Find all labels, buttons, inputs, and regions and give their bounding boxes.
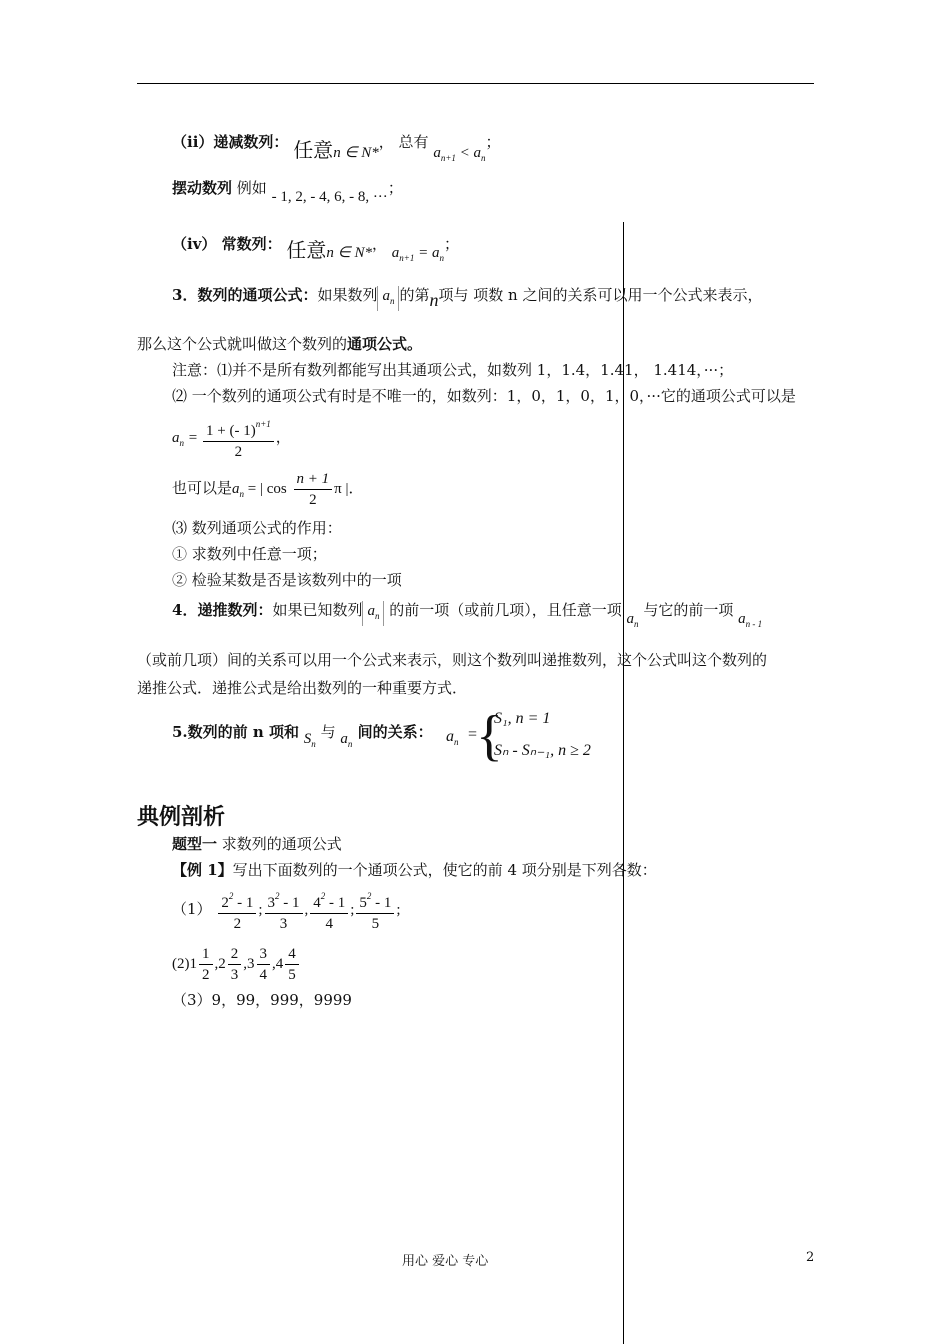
text: 项与 项数 n 之间的关系可以用一个公式来表示， — [438, 286, 763, 304]
math-n-in-N: n ∈ N* — [326, 245, 372, 261]
case-1: S₁, n = 1 — [494, 710, 551, 727]
term-general-formula: 通项公式。 — [347, 335, 423, 353]
whole-part: 3 — [247, 956, 255, 972]
label-constant: （iv） 常数列： — [172, 235, 282, 253]
line-recursive-3: 递推公式．递推公式是给出数列的一种重要方式． — [137, 679, 468, 697]
math-an: $a_n$ — [446, 728, 459, 747]
problem-2: (2)1 $\frac{1}{2}$ ,2 $\frac{2}{3}$ ,3 $\frac{3}{4}$ ,4 $\frac{4}{5}$ — [172, 940, 301, 987]
cos: = | cos — [244, 481, 287, 497]
note-3: ⑶ 数列通项公式的作用： — [172, 519, 342, 537]
line-recursive — [172, 600, 763, 629]
semicolon: ； — [387, 179, 403, 197]
type-label: 题型一 — [172, 835, 218, 853]
text-always: ， 总有 — [378, 133, 429, 151]
math-an: $a_n$ — [626, 611, 639, 629]
header-rule — [137, 83, 814, 84]
math-an: $a_n$ — [232, 481, 245, 499]
any-text: 任意 — [293, 138, 334, 162]
math-n-in-N: n ∈ N* — [333, 145, 379, 161]
fraction: $\frac{1 + (- 1)^{n+1}}{2}$ — [203, 414, 274, 462]
line-general-formula — [172, 284, 762, 311]
problem-1: （1） $\frac{2^2 - 1}{2}$ ; $\frac{3^2 - 1}{3}$ , $\frac{4^2 - 1}{4}$ ; $\frac{5^2 - 1}{5}$ ; — [172, 886, 401, 934]
example-tag: 【例 1】 — [172, 861, 233, 879]
section-heading: 典例剖析 — [137, 805, 226, 830]
whole-part: 4 — [275, 956, 284, 972]
text: 与 — [315, 723, 341, 741]
brace-icon: { — [476, 705, 503, 767]
text: 如果已知数列 — [272, 601, 363, 619]
semicolon: ； — [444, 235, 460, 253]
label-swing: 摆动数列 — [172, 179, 233, 197]
line-sum-relation — [172, 722, 433, 748]
footer-center: 用心 爱心 专心 — [402, 1254, 489, 1269]
note-2: ⑵ 一个数列的通项公式有时是不唯一的，如数列：1，0，1，0，1，0，···它的通项公式可以是 — [172, 387, 796, 405]
type-text: 求数列的通项公式 — [217, 835, 342, 853]
section-number: 3 — [172, 286, 183, 304]
line-general-formula-2 — [137, 334, 422, 354]
section-title: ．数列的通项公式： — [182, 286, 318, 304]
text-example: 例如 — [232, 179, 267, 197]
fraction: $\frac{4}{5}$ — [285, 944, 299, 985]
section-title: ．递推数列： — [182, 601, 273, 619]
whole-part: 2 — [218, 956, 226, 972]
text: 与它的前一项 — [643, 601, 734, 619]
fraction: $\frac{4^2 - 1}{4}$ — [310, 886, 348, 934]
formula-an-2 — [172, 466, 363, 516]
seq-a: $a_n$ — [362, 601, 384, 626]
math-a-equal: $a_{n+1} = a_n$ — [391, 245, 444, 263]
fraction: $\frac{2^2 - 1}{2}$ — [218, 886, 256, 934]
text: 的前一项（或前几项），且任意一项 — [384, 601, 622, 619]
section-number: 4 — [172, 601, 183, 619]
text: 那么这个公式就叫做这个数列的 — [137, 335, 348, 353]
seq-a: $a_n$ — [377, 286, 399, 311]
fraction: $\frac{1}{2}$ — [199, 944, 213, 985]
math-a: $a_{n+1} < a_n$ — [433, 145, 486, 163]
case-2: Sₙ - Sₙ₋₁, n ≥ 2 — [494, 742, 591, 759]
semicolon: ； — [485, 133, 501, 151]
pi: π |． — [334, 481, 364, 497]
question-type — [172, 834, 342, 854]
fraction: $\frac{5^2 - 1}{5}$ — [356, 886, 394, 934]
line-swing-sequence — [172, 178, 403, 205]
fraction: $\frac{2}{3}$ — [228, 944, 242, 985]
equals: = — [468, 726, 478, 743]
whole-part: 1 — [189, 956, 197, 972]
problem-3: （3）9，99，999，9999 — [172, 991, 352, 1009]
math-an: $a_n$ — [340, 731, 353, 749]
line-recursive-2: （或前几项）间的关系可以用一个公式来表示，则这个数列叫递推数列，这个公式叫这个数列的 — [137, 651, 768, 669]
label: （1） — [172, 900, 212, 918]
swing-seq: - 1, 2, - 4, 6, - 8, ··· — [271, 189, 388, 205]
page-number: 2 — [806, 1250, 815, 1265]
math-Sn: $S_n$ — [303, 731, 316, 749]
fraction: $\frac{3^2 - 1}{3}$ — [265, 886, 303, 934]
fraction: $\frac{n + 1}{2}$ — [294, 469, 333, 510]
example-text: 写出下面数列的一个通项公式，使它的前 4 项分别是下列各数： — [232, 861, 657, 879]
note-5: ② 检验某数是否是该数列中的一项 — [172, 571, 402, 589]
line-decreasing-sequence — [172, 130, 501, 163]
section-title: 5.数列的前 n 项和 — [172, 723, 300, 741]
any-text: 任意 — [286, 238, 327, 262]
math-n: n — [429, 290, 439, 310]
fraction: $\frac{3}{4}$ — [257, 944, 271, 985]
line-constant-sequence — [172, 232, 460, 263]
formula-an-1: $a_n$ = $\frac{1 + (- 1)^{n+1}}{2}$ ， — [172, 414, 291, 465]
text-alt: 也可以是 — [172, 479, 233, 497]
example-1 — [172, 860, 657, 880]
label-decreasing: （ii）递减数列： — [172, 133, 289, 151]
text: 如果数列 — [317, 286, 378, 304]
comma: ， — [372, 235, 388, 253]
text: 间的关系： — [352, 723, 433, 741]
math-an-1: $a_{n - 1}$ — [738, 611, 763, 629]
note-1: 注意：⑴并不是所有数列都能写出其通项公式，如数列 1，1.4，1.41， 1.414，···； — [172, 361, 734, 379]
note-4: ① 求数列中任意一项； — [172, 545, 327, 563]
math-an: $a_n$ — [172, 430, 184, 448]
text: 的第 — [399, 286, 430, 304]
label: (2) — [172, 956, 190, 972]
